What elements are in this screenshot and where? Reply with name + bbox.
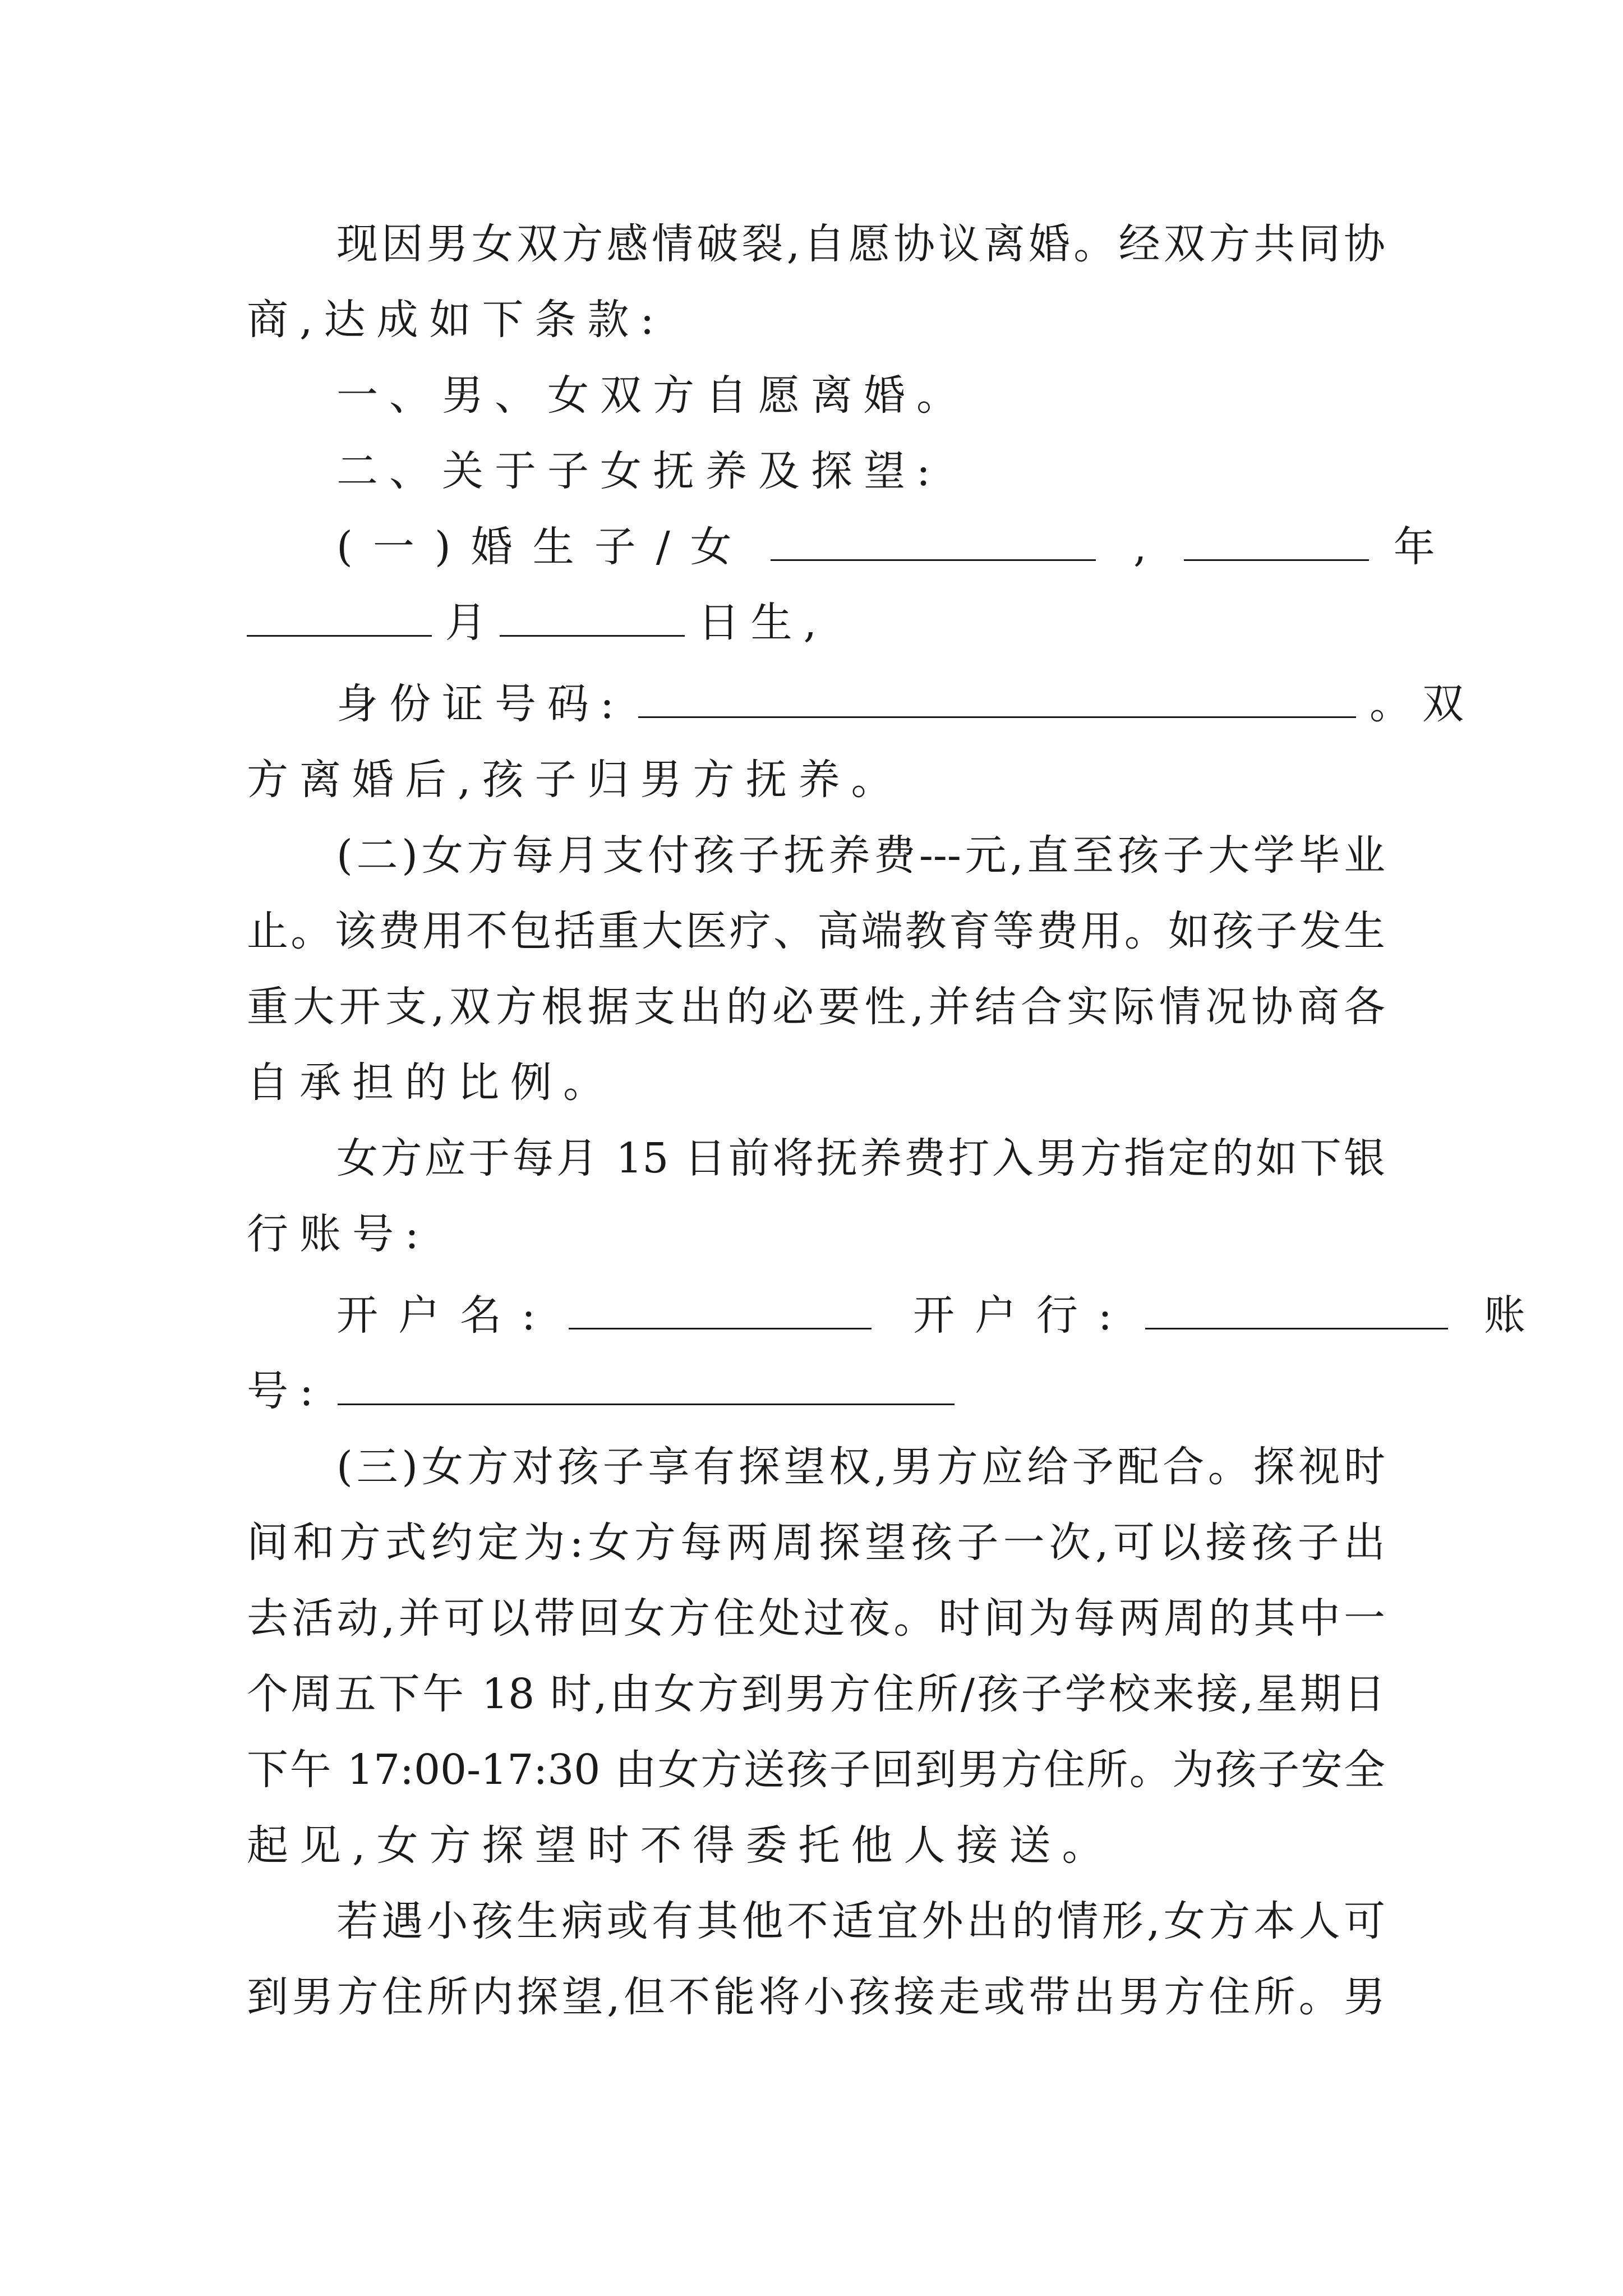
paragraph-line: 到男方住所内探望,但不能将小孩接走或带出男方住所。男 [247,1973,1385,2021]
paragraph-line: 重大开支,双方根据支出的必要性,并结合实际情况协商各 [247,983,1385,1031]
paragraph-line: 方离婚后,孩子归男方抚养。 [247,756,904,804]
day-label: 日生, [698,599,828,647]
account-number-label-start: 账 [1484,1291,1525,1340]
birth-month-blank[interactable] [247,593,432,637]
paragraph-line: 去活动,并可以带回女方住处过夜。时间为每两周的其中一 [247,1594,1385,1642]
paragraph-line: (二)女方每月支付孩子抚养费---元,直至孩子大学毕业 [336,831,1385,880]
account-number-blank[interactable] [338,1362,955,1405]
paragraph-line: 现因男女双方感情破裂,自愿协议离婚。经双方共同协 [336,220,1385,268]
birth-day-blank[interactable] [500,593,685,637]
paragraph-line: 商,达成如下条款: [247,296,666,344]
id-number-suffix: 。双 [1370,680,1475,728]
paragraph-line: (三)女方对孩子享有探望权,男方应给予配合。探视时 [336,1443,1385,1491]
paragraph-line: 女方应于每月 15 日前将抚养费打入男方指定的如下银 [336,1134,1385,1182]
birth-date-line [247,589,1385,656]
paragraph-line: 起见,女方探望时不得委托他人接送。 [247,1821,1115,1870]
child-birth-line [336,513,1435,581]
child-label: (一)婚生子/女 [336,523,752,571]
comma: , [1133,523,1147,571]
bank-name-blank[interactable] [1145,1286,1448,1329]
paragraph-line: 行账号: [247,1210,430,1258]
child-name-blank[interactable] [771,518,1096,561]
id-number-line [336,670,1475,738]
paragraph-line: 自承担的比例。 [247,1059,616,1107]
id-number-blank[interactable] [638,675,1356,718]
account-number-label-end: 号: [247,1367,325,1415]
account-number-line [247,1358,1385,1425]
paragraph-line: 一、男、女双方自愿离婚。 [336,371,969,420]
bank-info-line [336,1282,1525,1349]
account-name-label: 开户名: [336,1291,556,1340]
id-number-label: 身份证号码: [336,680,625,728]
paragraph-line: 止。该费用不包括重大医疗、高端教育等费用。如孩子发生 [247,907,1385,955]
account-name-blank[interactable] [569,1286,872,1329]
paragraph-line: 个周五下午 18 时,由女方到男方住所/孩子学校来接,星期日 [247,1670,1385,1718]
paragraph-line: 若遇小孩生病或有其他不适宜外出的情形,女方本人可 [336,1897,1385,1945]
bank-name-label: 开户行: [913,1291,1132,1340]
month-label: 月 [445,599,487,647]
birth-year-blank[interactable] [1184,518,1369,561]
paragraph-line: 间和方式约定为:女方每两周探望孩子一次,可以接孩子出 [247,1519,1385,1567]
paragraph-line: 二、关于子女抚养及探望: [336,447,942,495]
paragraph-line: 下午 17:00-17:30 由女方送孩子回到男方住所。为孩子安全 [247,1746,1385,1794]
year-label: 年 [1393,523,1435,571]
